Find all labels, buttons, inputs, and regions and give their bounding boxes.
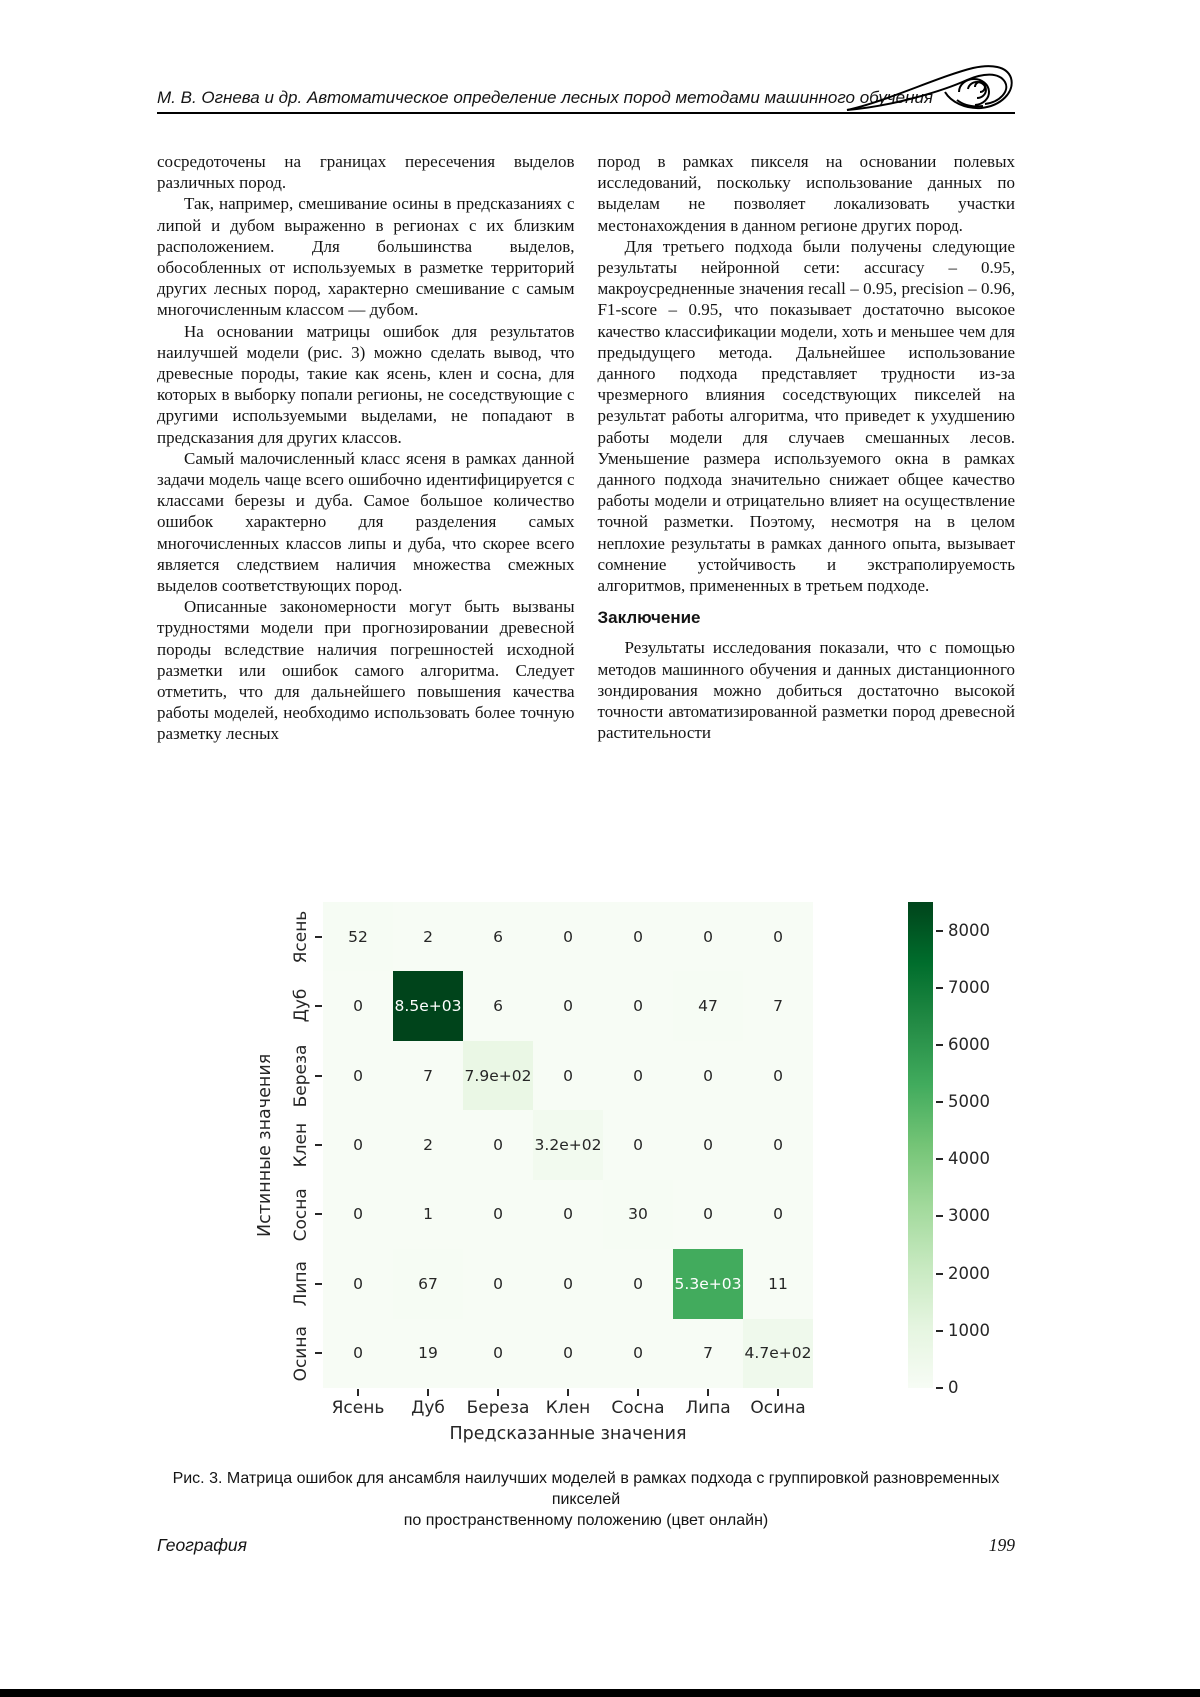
colorbar-tick-mark	[936, 930, 943, 932]
left-column	[157, 151, 575, 745]
x-tick-mark	[427, 1389, 429, 1396]
matrix-cell: 0	[603, 1319, 673, 1388]
page-footer	[157, 1535, 1015, 1556]
colorbar-tick-mark	[936, 1044, 943, 1046]
colorbar-tick-label: 0	[948, 1378, 959, 1397]
y-axis-label: Истинные значения	[255, 1053, 275, 1237]
running-title: М. В. Огнева и др. Автоматическое определение лесных пород методами машинного обучения	[157, 88, 933, 107]
matrix-cell: 7	[673, 1319, 743, 1388]
x-tick-mark	[777, 1389, 779, 1396]
matrix-cell: 0	[323, 1110, 393, 1179]
x-tick-label: Ясень	[331, 1398, 385, 1418]
x-tick-mark	[357, 1389, 359, 1396]
matrix-cell: 0	[743, 1041, 813, 1110]
floral-ornament-icon	[845, 56, 1015, 112]
matrix-cell: 6	[463, 902, 533, 971]
x-tick-mark	[497, 1389, 499, 1396]
matrix-cell: 0	[533, 902, 603, 971]
x-tick-label: Береза	[466, 1398, 530, 1418]
paragraph: Для третьего подхода были получены следующие результаты нейронной сети: accuracy – 0.95, макроусредненные значения recall – 0.95, precision – 0.96, F1-score – 0.95, что показывает достаточно высокое качество классификации модели, хоть и меньшее чем для предыдущего метода. Дальнейшее использование данного подхода представляет трудности из-за чрезмерного влияния соседствующих пикселей на результат работы алгоритма, что приведет к ухудшению работы модели для случаев смешанных лесов. Уменьшение размера используемого окна в рамках данного подхода значительно снижает общее качество работы модели и отрицательно влияет на осуществление точной разметки. Поэтому, несмотря на в целом неплохие результаты в рамках данного опыта, вызывает сомнение устойчивость и экстраполируемость алгоритмов, примененных в третьем подходе.	[597, 236, 1015, 596]
y-tick-label: Ясень	[291, 910, 311, 964]
matrix-cell: 4.7e+02	[743, 1319, 813, 1388]
colorbar-tick-label: 3000	[948, 1206, 990, 1226]
y-tick-mark	[315, 1075, 322, 1077]
y-tick-label: Береза	[291, 1044, 311, 1107]
colorbar-tick-label: 6000	[948, 1034, 990, 1054]
paragraph: Результаты исследования показали, что с помощью методов машинного обучения и данных дистанционного зондирования можно добиться достаточно высокой точности автоматизированной разметки пород древесной растительности	[597, 638, 1015, 743]
matrix-cell: 11	[743, 1249, 813, 1318]
paragraph: Описанные закономерности могут быть вызваны трудностями модели при прогнозировании древесной породы вследствие наличия погрешностей исходной разметки или ошибок самого алгоритма. Следует отметить, что для дальнейшего повышения качества работы моделей, необходимо использовать более точную разметку лесных	[157, 597, 575, 744]
conclusion-heading: Заключение	[597, 608, 701, 628]
figure-caption-line1: Рис. 3. Матрица ошибок для ансамбля наилучших моделей в рамках подхода с группировкой разновременных пикселей	[172, 1470, 1000, 1508]
matrix-cell: 0	[533, 1249, 603, 1318]
matrix-cell: 0	[603, 1249, 673, 1318]
colorbar-tick-mark	[936, 1330, 943, 1332]
x-tick-label: Осина	[750, 1398, 806, 1418]
matrix-cell: 0	[323, 1319, 393, 1388]
matrix-cell: 0	[743, 1110, 813, 1179]
colorbar-tick-label: 5000	[948, 1092, 990, 1112]
matrix-cell: 30	[603, 1180, 673, 1249]
paragraph: На основании матрицы ошибок для результатов наилучшей модели (рис. 3) можно сделать вывод, что древесные породы, такие как ясень, клен и сосна, для которых в выборку попали регионы, не соседствующие с другими используемыми выделами, не попадают в предсказания для других классов.	[157, 321, 575, 447]
colorbar-tick-mark	[936, 1101, 943, 1103]
matrix-cell: 7	[743, 971, 813, 1040]
y-tick-mark	[315, 1352, 322, 1354]
y-tick-mark	[315, 936, 322, 938]
body-columns	[157, 151, 1015, 745]
y-tick-label: Липа	[291, 1261, 311, 1307]
matrix-cell: 2	[393, 902, 463, 971]
paragraph: Самый малочисленный класс ясеня в рамках данной задачи модель чаще всего ошибочно идентифицируется с классами березы и дуба. Самое большое количество ошибок характерно для разделения самых многочисленных классов липы и дуба, что скорее всего является следствием наличия множества смежных выделов соответствующих пород.	[157, 448, 575, 596]
matrix-cell: 19	[393, 1319, 463, 1388]
paragraph: Так, например, смешивание осины в предсказаниях с липой и дубом выраженно в регионах с их близким расположением. Для большинства выделов, обособленных от используемых в разметке территорий других лесных пород, характерно смешивание с самым многочисленным классом — дубом.	[157, 194, 575, 320]
colorbar-tick-mark	[936, 987, 943, 989]
x-tick-mark	[637, 1389, 639, 1396]
matrix-cell: 0	[463, 1180, 533, 1249]
colorbar-tick-label: 8000	[948, 920, 990, 940]
matrix-cell: 0	[603, 1110, 673, 1179]
figure-caption-line2: по пространственному положению (цвет онлайн)	[403, 1512, 769, 1529]
colorbar-tick-mark	[936, 1215, 943, 1217]
matrix-cell: 0	[673, 1180, 743, 1249]
matrix-cell: 7	[393, 1041, 463, 1110]
paragraph: сосредоточены на границах пересечения выделов различных пород.	[157, 152, 575, 193]
matrix-cell: 8.5e+03	[393, 971, 463, 1040]
matrix-cell: 0	[323, 1180, 393, 1249]
matrix-cell: 0	[673, 1110, 743, 1179]
y-tick-label: Осина	[291, 1325, 311, 1381]
footer-journal-name: География	[157, 1535, 248, 1555]
x-tick-mark	[707, 1389, 709, 1396]
colorbar-tick-mark	[936, 1158, 943, 1160]
matrix-cell: 5.3e+03	[673, 1249, 743, 1318]
matrix-cell: 0	[673, 902, 743, 971]
footer-page-number: 199	[988, 1535, 1015, 1555]
x-axis-label: Предсказанные значения	[449, 1424, 687, 1444]
header-rule	[157, 112, 1015, 114]
matrix-cell: 6	[463, 971, 533, 1040]
y-tick-mark	[315, 1213, 322, 1215]
colorbar	[908, 902, 933, 1388]
matrix-cell: 0	[673, 1041, 743, 1110]
matrix-cell: 0	[533, 1319, 603, 1388]
y-tick-mark	[315, 1005, 322, 1007]
matrix-cell: 0	[603, 971, 673, 1040]
matrix-cell: 0	[743, 902, 813, 971]
colorbar-tick-label: 1000	[948, 1320, 990, 1340]
figure-caption	[157, 1468, 1015, 1531]
colorbar-tick-mark	[936, 1273, 943, 1275]
right-column	[598, 151, 1016, 745]
matrix-cell: 0	[533, 971, 603, 1040]
matrix-cell: 0	[323, 1249, 393, 1318]
matrix-cell: 47	[673, 971, 743, 1040]
matrix-cell: 2	[393, 1110, 463, 1179]
matrix-cell: 3.2e+02	[533, 1110, 603, 1179]
matrix-cell: 0	[463, 1249, 533, 1318]
x-tick-label: Дуб	[411, 1398, 445, 1418]
matrix-cell: 1	[393, 1180, 463, 1249]
matrix-cell: 0	[533, 1041, 603, 1110]
matrix-cell: 0	[463, 1319, 533, 1388]
y-tick-mark	[315, 1144, 322, 1146]
x-tick-label: Сосна	[611, 1398, 665, 1418]
matrix-cell: 0	[603, 1041, 673, 1110]
y-tick-mark	[315, 1283, 322, 1285]
matrix-cell: 0	[743, 1180, 813, 1249]
y-tick-label: Клен	[291, 1122, 311, 1168]
y-tick-label: Дуб	[291, 989, 311, 1024]
matrix-cell: 7.9e+02	[463, 1041, 533, 1110]
matrix-cell: 67	[393, 1249, 463, 1318]
scan-edge-strip	[0, 1689, 1200, 1697]
y-tick-label: Сосна	[291, 1187, 311, 1241]
matrix-cell: 0	[323, 971, 393, 1040]
colorbar-tick-label: 7000	[948, 977, 990, 997]
x-tick-label: Липа	[685, 1398, 731, 1418]
matrix-cell: 0	[533, 1180, 603, 1249]
colorbar-tick-label: 2000	[948, 1263, 990, 1283]
matrix-cell: 0	[603, 902, 673, 971]
matrix-cell: 52	[323, 902, 393, 971]
paragraph: пород в рамках пикселя на основании полевых исследований, поскольку использование данных по выделам не позволяет локализовать участки местонахождения в данном регионе других пород.	[597, 152, 1015, 235]
matrix-cell: 0	[463, 1110, 533, 1179]
x-tick-label: Клен	[545, 1398, 591, 1418]
x-tick-mark	[567, 1389, 569, 1396]
colorbar-tick-label: 4000	[948, 1149, 990, 1169]
colorbar-tick-mark	[936, 1387, 943, 1389]
matrix-cell: 0	[323, 1041, 393, 1110]
confusion-matrix-grid	[323, 902, 813, 1388]
